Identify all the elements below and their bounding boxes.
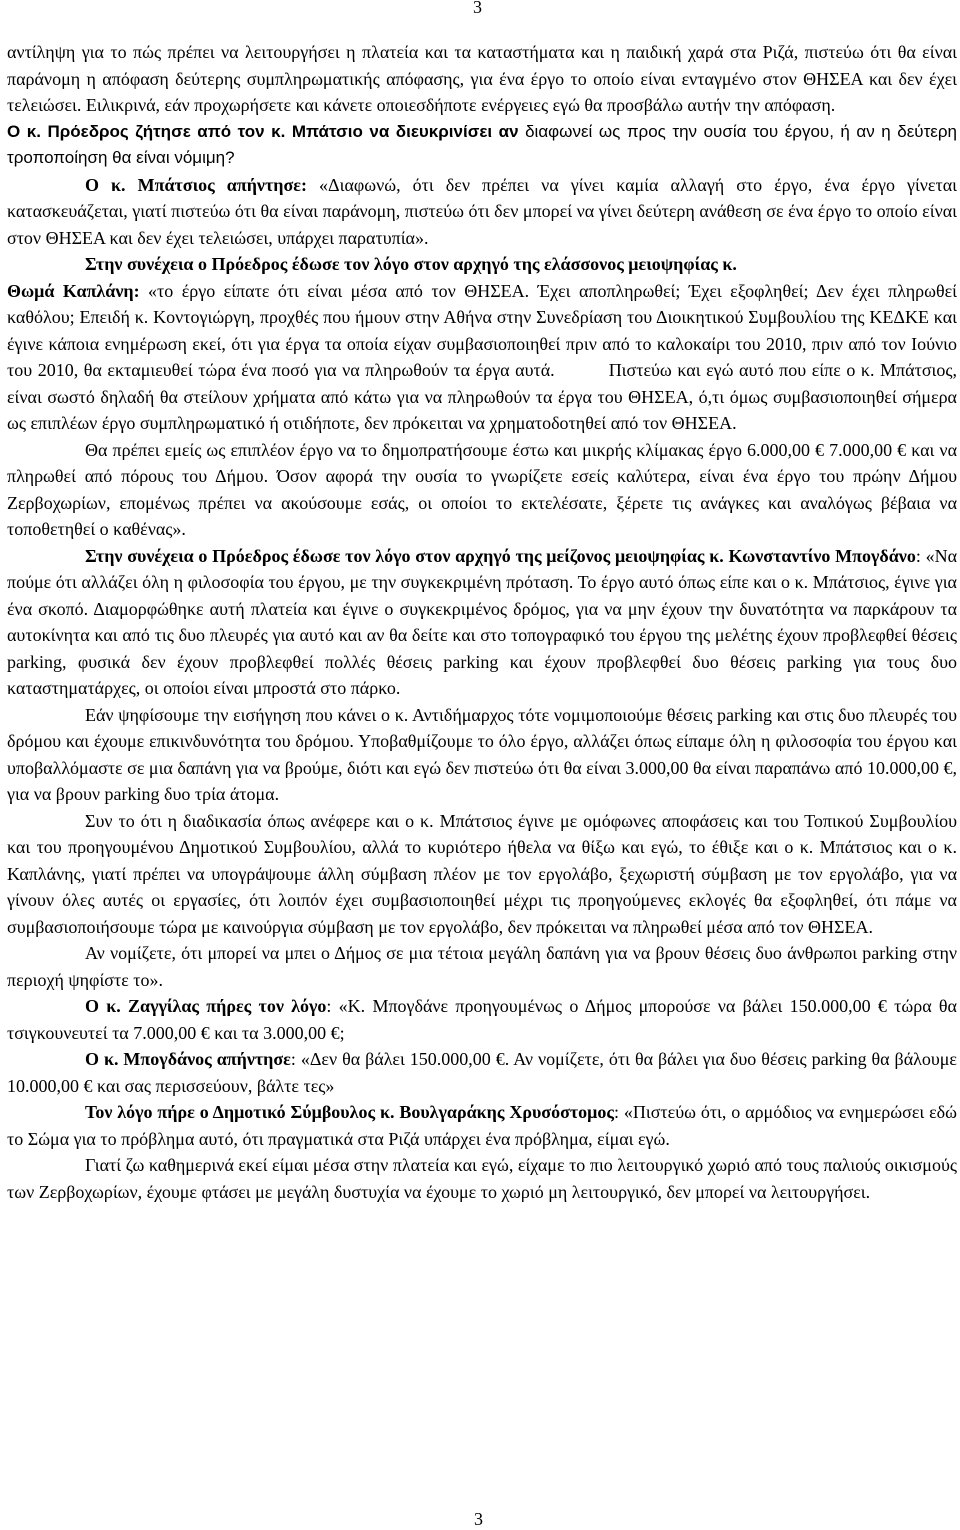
document-body xyxy=(7,39,957,1205)
paragraph: Εάν ψηφίσουμε την εισήγηση που κάνει ο κ. Αντιδήμαρχος τότε νομιμοποιούμε θέσεις parking και στις δυο πλευρές του δρόμου και έχουμε επικινδυνότητα του δρόμου. Υποβαθμίζουμε το όλο έργο, αλλάζει όπως είπαμε όλη η φιλοσοφία του έργου και υποβαλλόμαστε σε μια δαπάνη για να βρούμε, διότι και εγώ δεν πιστεύω ότι θα είναι 3.000,00 θα είναι παραπάνω από 10.000,00 €, για να βρουν parking δυο τρία άτομα. xyxy=(7,704,957,804)
paragraph: Συν το ότι η διαδικασία όπως ανέφερε και ο κ. Μπάτσιος έγινε με ομόφωνες αποφάσεις και του Τοπικού Συμβουλίου και του προηγουμένου Δημοτικού Συμβουλίου, αλλά το κυριότερο ήθελα να θίξω και εγώ, το έθιξε και ο κ. Μπάτσιος και ο κ. Καπλάνης, γιατί πρέπει να υπογράψουμε άλλη σύμβαση πλέον με τον εργολάβο, ξεχωριστή σύμβαση με τον εργολάβο, για να γίνουν όλες αυτές οι εργασίες, ότι λοιπόν έχει συμβασιοποιηθεί μέχρι τις προηγούμενες εκλογές θα εξοφληθεί, ότι πάμε να συμβασιοποιήσουμε τώρα με καινούργια σύμβαση με τον εργολάβο, δεν πρόκειται να πληρωθεί μέσα από τον ΘΗΣΕΑ. xyxy=(7,810,957,937)
paragraph: Θωμά Καπλάνη: «το έργο είπατε ότι είναι μέσα από τον ΘΗΣΕΑ. Έχει αποπληρωθεί; Έχει εξοφληθεί; Δεν έχει πληρωθεί καθόλου; Επειδή κ. Κοντογιώργη, προχθές που ήμουν στην Αθήνα στην Συνεδρίαση του Διοικητικού Συμβουλίου της ΚΕΔΚΕ και έγινε κάποια ενημέρωση εκεί, ότι για έργα τα οποία είχαν συμβασιοποιηθεί πριν από το καλοκαίρι του 2010, πριν από τον Ιούνιο του 2010, θα εκταμιευθεί τώρα ένα ποσό για να πληρωθούν τα έργα αυτά. Πιστεύω και εγώ αυτό που είπε ο κ. Μπάτσιος, είναι σωστό δηλαδή θα στείλουν χρήματα από κάτω για να πληρωθούν τα έργα του ΘΗΣΕΑ, ό,τι όμως συμβασιοποιηθεί σήμερα ως επιπλέων έργο συμπληρωματικό ή οτιδήποτε, δεν πρόκειται να χρηματοδοτηθεί από τον ΘΗΣΕΑ. xyxy=(7,280,957,433)
paragraph: Αν νομίζετε, ότι μπορεί να μπει ο Δήμος σε μια τέτοια μεγάλη δαπάνη για να βρουν θέσεις δυο άνθρωποι parking στην περιοχή ψηφίστε το». xyxy=(7,943,957,990)
paragraph: Τον λόγο πήρε ο Δημοτικό Σύμβουλος κ. Βουλγαράκης Χρυσόστομος: «Πιστεύω ότι, ο αρμόδιος να ενημερώσει εδώ το Σώμα για το πρόβλημα αυτό, ότι πραγματικά στα Ριζά υπάρχει ένα πρόβλημα, είμαι εγώ. xyxy=(7,1102,957,1149)
paragraph: Στην συνέχεια ο Πρόεδρος έδωσε τον λόγο στον αρχηγό της ελάσσονος μειοψηφίας κ. xyxy=(85,254,737,274)
paragraph: αντίληψη για το πώς πρέπει να λειτουργήσει η πλατεία και τα καταστήματα και η παιδική χαρά στα Ριζά, πιστεύω ότι θα είναι παράνομη η απόφαση δεύτερης συμπληρωματικής απόφασης, για ένα έργο το οποίο είναι ενταγμένο στον ΘΗΣΕΑ και δεν έχει τελειώσει. Ειλικρινά, εάν προχωρήσετε και κάνετε οποιεσδήποτε ενέργειες εγώ θα προσβάλω αυτήν την απόφαση. xyxy=(7,42,957,115)
paragraph: Ο κ. Μπογδάνος απήντησε: «Δεν θα βάλει 150.000,00 €. Αν νομίζετε, ότι θα βάλει για δυο θέσεις parking θα βάλουμε 10.000,00 € και σας περισσεύουν, βάλτε τες» xyxy=(7,1049,957,1096)
paragraph: Ο κ. Μπάτσιος απήντησε: «Διαφωνώ, ότι δεν πρέπει να γίνει καμία αλλαγή στο έργο, ένα έργο γίνεται κατασκευάζεται, γιατί πιστεύω ότι θα είναι παράνομη, πιστεύω ότι δεν μπορεί να γίνει δεύτερη ανάθεση σε ένα έργο το οποίο είναι στον ΘΗΣΕΑ και δεν έχει τελειώσει, υπάρχει παρατυπία». xyxy=(7,174,958,248)
page-number-top: 3 xyxy=(473,0,482,17)
paragraph: Ο κ. Ζαγγίλας πήρες τον λόγο: «Κ. Μπογδάνε προηγουμένως ο Δήμος μπορούσε να βάλει 150.000,00 € τώρα θα τσιγκουνευτεί τα 7.000,00 € και τα 3.000,00 €; xyxy=(7,996,957,1043)
paragraph: Ο κ. Πρόεδρος ζήτησε από τον κ. Μπάτσιο να διευκρινίσει αν διαφωνεί ως προς την ουσία του έργου, ή αν η δεύτερη τροποποίηση θα είναι νόμιμη? xyxy=(7,121,957,167)
paragraph: Γιατί ζω καθημερινά εκεί είμαι μέσα στην πλατεία και εγώ, είχαμε το πιο λειτουργικό χωριό από τους παλιούς οικισμούς των Ζερβοχωρίων, έχουμε φτάσει με μεγάλη δυστυχία να έχουμε το χωριό μη λειτουργικό, δεν μπορεί να λειτουργήσει. xyxy=(7,1155,957,1202)
paragraph: Θα πρέπει εμείς ως επιπλέον έργο να το δημοπρατήσουμε έστω και μικρής κλίμακας έργο 6.000,00 € 7.000,00 € και να πληρωθεί από πόρους του Δήμου. Όσον αφορά την ουσία το γνωρίζετε εσείς καλύτερα, είναι ένα έργο του πρώην Δήμου Ζερβοχωρίων, επομένως πρέπει να ακούσουμε εσάς, οι οποίοι το εκτελέσατε, ξέρετε τις ανάγκες και αναλόγως βέβαια να τοποθετηθεί ο καθένας». xyxy=(7,439,957,539)
page-number-bottom: 3 xyxy=(474,1509,483,1529)
paragraph: Στην συνέχεια ο Πρόεδρος έδωσε τον λόγο στον αρχηγό της μείζονος μειοψηφίας κ. Κωνσταντίνο Μπογδάνο: «Να πούμε ότι αλλάζει όλη η φιλοσοφία του έργου, με την συγκεκριμένη πρόταση. Το έργο αυτό όπως είπε και ο κ. Μπάτσιος, έγινε για ένα σκοπό. Διαμορφώθηκε αυτή πλατεία και έγινε ο συγκεκριμένος δρόμος, για να μην έχουν την δυνατότητα να παρκάρουν τα αυτοκίνητα και από τις δυο πλευρές για αυτό και αν θα δείτε και στο τοπογραφικό του έργου της μελέτης έχουν προβλεφθεί θέσεις parking, φυσικά δεν έχουν προβλεφθεί πολλές θέσεις parking και έχουν προβλεφθεί δυο θέσεις parking για τους δυο καταστηματάρχες, οι οποίοι είναι μπροστά στο πάρκο. xyxy=(7,545,958,698)
